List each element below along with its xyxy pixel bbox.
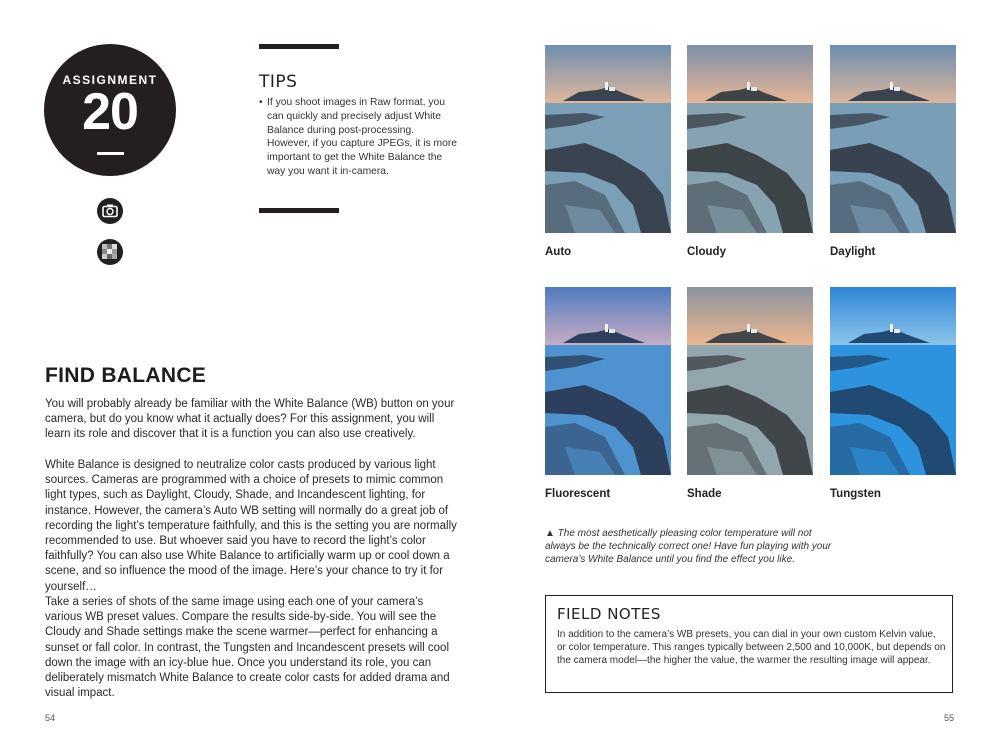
page-number-left: 54 <box>45 713 56 723</box>
tips-top-rule <box>259 44 339 49</box>
photo-tungsten <box>830 287 956 475</box>
camera-icon <box>97 198 123 224</box>
tips-bottom-rule <box>259 208 339 213</box>
page-number-right: 55 <box>944 713 955 723</box>
badge-dash <box>97 152 124 155</box>
body-paragraph-1: You will probably already be familiar with the White Balance (WB) button on your camera, but do you know what it actually does? For this assignment, you will learn its role and discover that it is a function you can also use creatively. <box>45 398 455 441</box>
field-notes-title: FIELD NOTES <box>557 605 661 623</box>
body-paragraph-3: Take a series of shots of the same image using each one of your camera’s various WB preset values. Compare the results side-by-side. You will see the Cloudy and Shade settings make the scene warmer—perfect for enhancing a sunset or fall color. In contrast, the Tungsten and Incandescent presets will cool down the image with an icy-blue hue. Once you understand its role, you can deliberately mismatch White Balance to create color casts for added drama and visual impact. <box>45 596 450 700</box>
caption-daylight: Daylight <box>830 246 876 258</box>
caption-fluorescent: Fluorescent <box>545 488 611 500</box>
tips-body: If you shoot images in Raw format, you can quickly and precisely adjust White Balance during post-processing. However, if you capture JPEGs, it is more important to get the White Balance the way you want it in-camera. <box>267 97 457 177</box>
photo-shade <box>687 287 813 475</box>
field-notes-box <box>545 595 953 693</box>
tips-text <box>259 96 459 179</box>
checker-grid-icon <box>97 239 123 265</box>
photo-cloudy <box>687 45 813 233</box>
caption-tungsten: Tungsten <box>830 488 881 500</box>
caption-shade: Shade <box>687 488 722 500</box>
assignment-badge <box>44 44 176 176</box>
caption-auto: Auto <box>545 246 572 258</box>
assignment-label: ASSIGNMENT <box>62 73 158 87</box>
tips-title: TIPS <box>259 72 298 92</box>
photo-auto <box>545 45 671 233</box>
assignment-number: 20 <box>82 83 138 141</box>
field-notes-text: In addition to the camera’s WB presets, you can dial in your own custom Kelvin value, or color temperature. This ranges typically between 2,500 and 10,000K, but depends on the camera model—the higher the value, the warmer the resulting image will appear. <box>557 629 946 667</box>
photo-fluorescent <box>545 287 671 475</box>
photo-note: ▲ The most aesthetically pleasing color temperature will not always be the technically correct one! Have fun playing with your camera’s White Balance until you find the effect you like. <box>545 528 832 565</box>
page-heading: FIND BALANCE <box>45 364 207 387</box>
tips-bullet: • <box>259 97 263 108</box>
caption-cloudy: Cloudy <box>687 246 726 258</box>
photo-daylight <box>830 45 956 233</box>
body-paragraph-2: White Balance is designed to neutralize color casts produced by various light sources. Cameras are programmed with a choice of presets to mimic common light types, such as Daylight, Cloudy, Shade, and Incandescent lighting, for instance. However, the camera’s Auto WB setting will normally do a great job of recording the light’s temperature faithfully, and this is the setting you are normally recommended to use. But whoever said you have to record the light’s color faithfully? You can also use White Balance to artificially warm up or cool down a scene, and so influence the mood of the image. Here’s your chance to try it for yourself… <box>45 459 457 593</box>
